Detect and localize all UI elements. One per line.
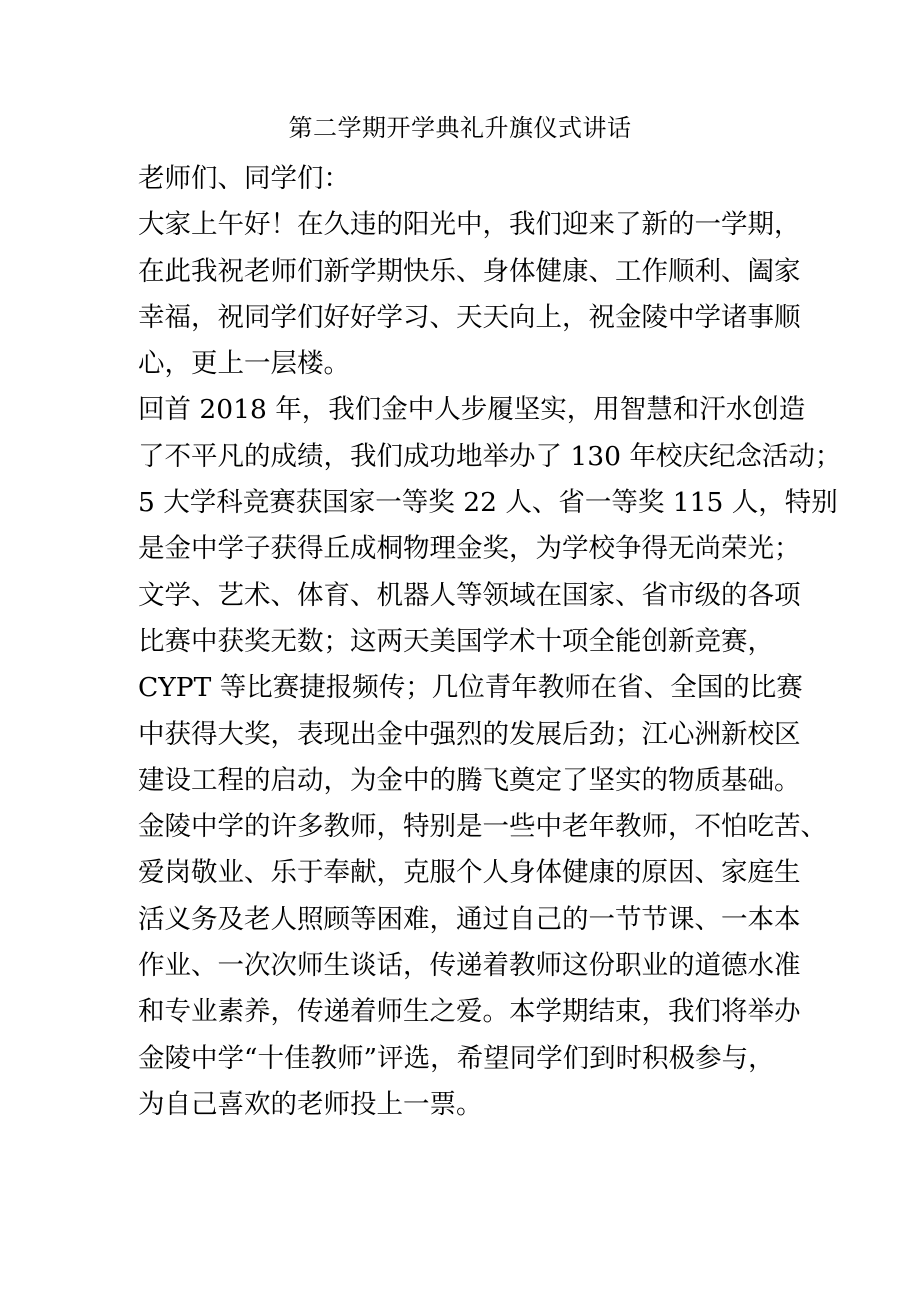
text-line: 大家上午好！在久违的阳光中，我们迎来了新的一学期， bbox=[138, 209, 801, 241]
text-line: 文学、艺术、体育、机器人等领域在国家、省市级的各项 bbox=[138, 579, 801, 611]
document-title: 第二学期开学典礼升旗仪式讲话 bbox=[288, 114, 632, 142]
text-line: 金陵中学“十佳教师”评选，希望同学们到时积极参与， bbox=[138, 1042, 775, 1074]
text-line: 中获得大奖，表现出金中强烈的发展后劲；江心洲新校区 bbox=[138, 718, 801, 750]
text-line: 了不平凡的成绩，我们成功地举办了 130 年校庆纪念活动； bbox=[138, 440, 842, 472]
text-line: 比赛中获奖无数；这两天美国学术十项全能创新竞赛， bbox=[138, 625, 774, 657]
text-line: 活义务及老人照顾等困难，通过自己的一节节课、一本本 bbox=[138, 903, 801, 935]
text-line: 为自己喜欢的老师投上一票。 bbox=[138, 1088, 483, 1120]
text-line: 心，更上一层楼。 bbox=[138, 348, 350, 380]
text-line: 作业、一次次师生谈话，传递着教师这份职业的道德水准 bbox=[138, 950, 801, 982]
text-line: 爱岗敬业、乐于奉献，克服个人身体健康的原因、家庭生 bbox=[138, 857, 801, 889]
text-line: 5 大学科竞赛获国家一等奖 22 人、省一等奖 115 人，特别 bbox=[138, 487, 838, 519]
text-line: 金陵中学的许多教师，特别是一些中老年教师，不怕吃苦、 bbox=[138, 811, 827, 843]
text-line: 幸福，祝同学们好好学习、天天向上，祝金陵中学诸事顺 bbox=[138, 301, 801, 333]
text-line: CYPT 等比赛捷报频传；几位青年教师在省、全国的比赛 bbox=[138, 672, 803, 704]
text-line: 老师们、同学们： bbox=[138, 163, 350, 194]
text-line: 建设工程的启动，为金中的腾飞奠定了坚实的物质基础。 bbox=[138, 764, 801, 796]
text-line: 回首 2018 年，我们金中人步履坚实，用智慧和汗水创造 bbox=[138, 394, 806, 426]
speech-body bbox=[138, 156, 842, 1128]
text-line: 在此我祝老师们新学期快乐、身体健康、工作顺利、阖家 bbox=[138, 255, 801, 287]
text-line: 是金中学子获得丘成桐物理金奖，为学校争得无尚荣光； bbox=[138, 533, 801, 565]
text-line: 和专业素养，传递着师生之爱。本学期结束，我们将举办 bbox=[138, 996, 801, 1028]
